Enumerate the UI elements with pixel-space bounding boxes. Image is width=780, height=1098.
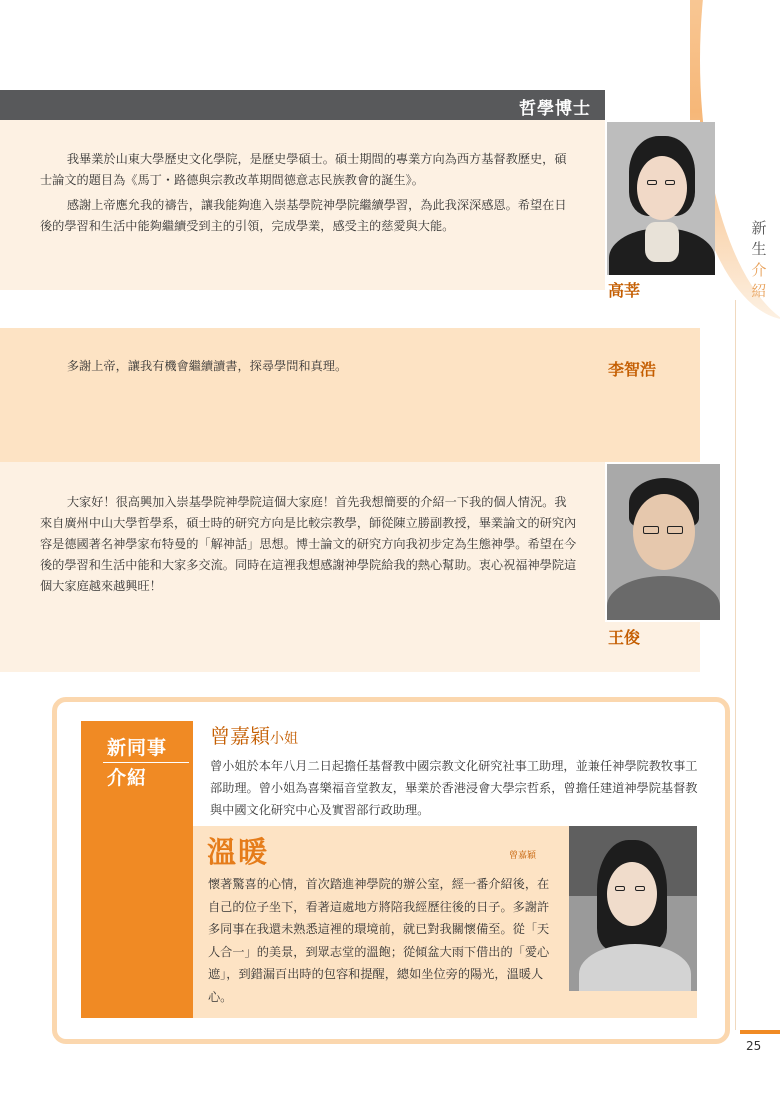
- student-1-paragraph-2: 感謝上帝應允我的禱告，讓我能夠進入崇基學院神學院繼續學習，為此我深深感恩。希望在日後的學習和生活中能夠繼續受到主的引領，完成學業，感受主的慈愛與大能。: [40, 198, 567, 233]
- colleague-name-text: 曾嘉穎: [210, 724, 270, 748]
- side-tab-char-3: 介: [751, 261, 767, 279]
- student-2-name: 李智浩: [608, 360, 657, 379]
- margin-rule: [735, 300, 736, 1030]
- student-3-photo: [607, 464, 720, 620]
- essay-author: 曾嘉穎: [509, 851, 537, 861]
- colleague-heading-line-2: 介紹: [107, 767, 148, 789]
- colleague-heading-divider: [103, 762, 189, 763]
- colleague-name: [210, 720, 298, 749]
- student-1-photo: [607, 122, 715, 275]
- student-1-name: 高莘: [608, 281, 641, 300]
- section-title: 哲學博士: [519, 99, 591, 119]
- page-number: 25: [746, 1039, 762, 1053]
- student-3-name: 王俊: [608, 628, 641, 647]
- essay-body: 懷著驚喜的心情，首次踏進神學院的辦公室，經一番介紹後，在自己的位子坐下，看著這處地方將陪我經歷往後的日子。多謝許多同事在我還未熟悉這裡的環境前，就已對我關懷備至。從「天人合一」的美景，到眾志堂的溫飽；從傾盆大雨下借出的「愛心遮」，到錯漏百出時的包容和提醒，總如坐位旁的陽光，溫暖人心。: [208, 877, 550, 1004]
- side-tab-char-1: 新: [751, 219, 767, 237]
- colleague-photo: [569, 826, 697, 991]
- side-tab-char-2: 生: [751, 240, 767, 258]
- student-3-paragraph: 大家好！很高興加入崇基學院神學院這個大家庭！首先我想簡要的介紹一下我的個人情況。我來自廣州中山大學哲學系，碩士時的研究方向是比較宗教學，師從陳立勝副教授，畢業論文的研究內容是德國著名神學家布特曼的「解神話」思想。博士論文的研究方向我初步定為生態神學。希望在今後的學習和生活中能和大家多交流。同時在這裡我想感謝神學院給我的熱心幫助。衷心祝福神學院這個大家庭越來越興旺！: [40, 495, 577, 593]
- colleague-heading-line-1: 新同事: [107, 737, 168, 759]
- section-header-bar: [0, 90, 605, 120]
- colleague-title-suffix: 小姐: [270, 731, 298, 747]
- student-2-paragraph: 多謝上帝，讓我有機會繼續讀書，探尋學問和真理。: [66, 359, 348, 373]
- side-tab-char-4: 紹: [751, 282, 767, 300]
- page-number-rule: [740, 1030, 780, 1034]
- colleague-card-heading: [107, 733, 167, 793]
- student-band-2: [0, 328, 700, 462]
- colleague-bio: 曾小姐於本年八月二日起擔任基督教中國宗教文化研究社事工助理，並兼任神學院教牧事工部助理。曾小姐為喜樂福音堂教友，畢業於香港浸會大學宗哲系，曾擔任建道神學院基督教與中國文化研究中心及實習部行政助理。: [210, 759, 698, 817]
- essay-title: 溫暖: [207, 835, 270, 869]
- student-1-paragraph-1: 我畢業於山東大學歷史文化學院，是歷史學碩士。碩士期間的專業方向為西方基督教歷史，碩士論文的題目為《馬丁・路德與宗教改革期間德意志民族教會的誕生》。: [40, 152, 567, 187]
- side-section-tab: [750, 218, 768, 302]
